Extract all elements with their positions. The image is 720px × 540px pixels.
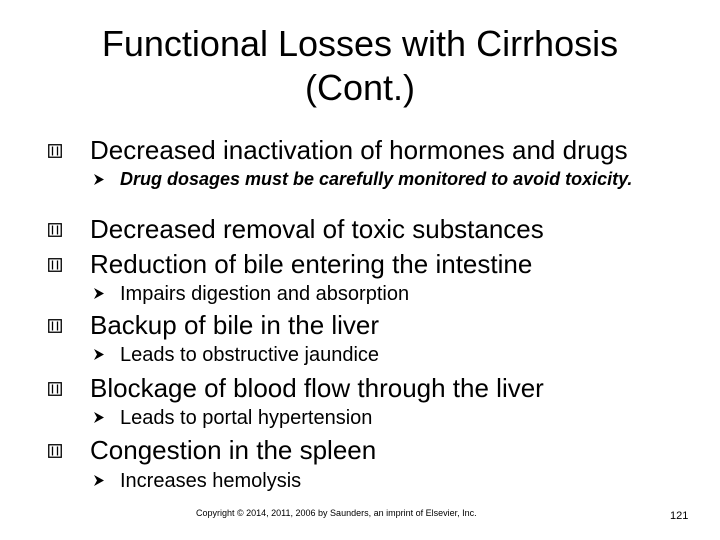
square-bullet-icon	[48, 258, 62, 272]
slide-title-line-2: (Cont.)	[304, 67, 416, 108]
square-bullet-icon	[48, 144, 62, 158]
square-bullet-icon	[48, 444, 62, 458]
slide-title	[40, 22, 680, 110]
sub-bullet-text: Increases hemolysis	[120, 470, 302, 492]
arrowhead-bullet-icon	[93, 348, 105, 361]
sub-bullet-text: Drug dosages must be carefully monitored to avoid toxicity.	[120, 169, 633, 189]
sub-bullet-text: Leads to portal hypertension	[120, 407, 373, 429]
sub-bullet-text: Leads to obstructive jaundice	[120, 344, 380, 366]
sub-bullet-text: Impairs digestion and absorption	[120, 283, 410, 305]
bullet-text: Congestion in the spleen	[90, 435, 377, 465]
arrowhead-bullet-icon	[93, 173, 105, 186]
arrowhead-bullet-icon	[93, 287, 105, 300]
copyright-notice: Copyright © 2014, 2011, 2006 by Saunders, an imprint of Elsevier, Inc.	[196, 508, 477, 518]
arrowhead-bullet-icon	[93, 474, 105, 487]
arrowhead-bullet-icon	[93, 411, 105, 424]
page-number: 121	[670, 510, 689, 522]
square-bullet-icon	[48, 382, 62, 396]
bullet-text: Backup of bile in the liver	[90, 310, 380, 340]
bullet-text: Decreased removal of toxic substances	[90, 214, 544, 244]
bullet-text: Blockage of blood flow through the liver	[90, 373, 544, 403]
square-bullet-icon	[48, 223, 62, 237]
bullet-text: Decreased inactivation of hormones and drugs	[90, 135, 628, 165]
bullet-text: Reduction of bile entering the intestine	[90, 249, 533, 279]
slide-title-line-1: Functional Losses with Cirrhosis	[101, 23, 619, 64]
square-bullet-icon	[48, 319, 62, 333]
